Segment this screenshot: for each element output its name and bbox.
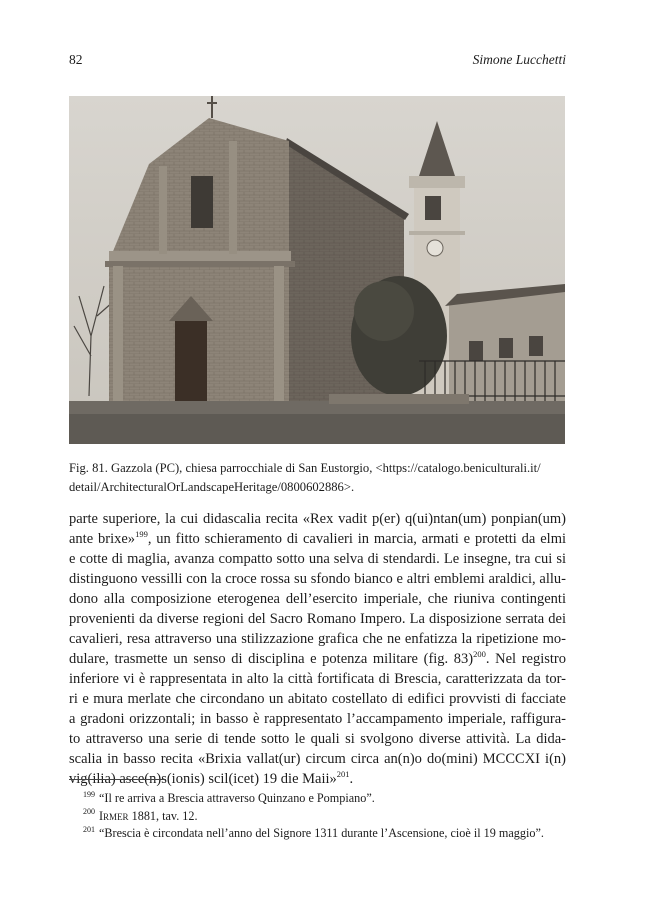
text-line: to attraverso una serie di tende sotto le quali si svolgono diverse attività. La dida- (69, 731, 566, 747)
author-name: Irmer (99, 808, 129, 823)
footnotes (83, 790, 568, 843)
footnote-201: $^{201}$ “Brescia è circondata nell’anno del Signore 1311 durante l’Ascensione, cioè il 19 maggio”. (83, 824, 544, 840)
running-head-author: Simone Lucchetti (472, 52, 566, 67)
text-line: parte superiore, la cui didascalia recita «Rex vadit p(er) q(ui)ntan(um) ponpian(um) (69, 511, 566, 527)
figure-church-photo (69, 96, 565, 444)
text-line: cavalieri, resa attraverso una stilizzazione grafica che ne enfatizza la ripetizione mo- (69, 631, 566, 647)
footnote-ref-200[interactable]: 200 (473, 649, 486, 660)
text-line: provenienti da diverse regioni del Sacro Romano Impero. La disposizione serrata dei (69, 611, 566, 627)
footnote-ref-201[interactable]: 201 (336, 769, 350, 780)
text-line: distinguono vessilli con la croce rossa su sfondo bianco e altri emblemi araldici, allu- (69, 571, 566, 587)
text-line: scalia in basso recita «Brixia vallat(ur) circum circa an(n)o do(mini) MCCCXI i(n) (69, 751, 566, 767)
text-line: vig(ilia) asce(n)s(ionis) scil(icet) 19 die Maii»$^{201}$. (69, 769, 354, 787)
footnote-separator (69, 779, 166, 780)
page-header (69, 52, 566, 72)
caption-line: Fig. 81. Gazzola (PC), chiesa parrocchiale di San Eustorgio, <https://catalogo.beniculturali.it/ (69, 461, 541, 475)
text-line: dulare, trasmette un senso di disciplina e potenza militare (fig. 83)$^{200}$. Nel registro (69, 649, 566, 667)
page-number: 82 (69, 52, 83, 67)
footnote-199: $^{199}$ “Il re arriva a Brescia attraverso Quinzano e Pompiano”. (83, 789, 375, 805)
text-line: a gradoni orizzontali; in basso è rappresentato l’accampamento imperiale, raffigura- (69, 711, 566, 727)
text-line: inferiore vi è rappresentata in alto la città fortificata di Brescia, caratterizzata da tor- (69, 671, 566, 687)
caption-line: detail/ArchitecturalOrLandscapeHeritage/0800602886>. (69, 480, 355, 494)
footnote-ref-199[interactable]: 199 (135, 529, 148, 540)
text-line: e cotte di maglia, avanza compatto sotto una selva di stendardi. Le insegne, tra cui si (69, 551, 566, 567)
text-line: dono alla composizione eterogenea dell’esercito imperiale, che riuniva contingenti (69, 591, 566, 607)
footnote-200: $^{200}$ Irmer 1881, tav. 12. (83, 807, 198, 823)
text-line: ante brixe»$^{199}$, un fitto schieramento di cavalieri in marcia, armati e protetti da elmi (69, 529, 566, 547)
church-photo-icon (69, 96, 565, 444)
body-paragraph (69, 509, 566, 789)
figure-caption (69, 459, 566, 497)
text-line: ri e mura merlate che circondano un abitato costellato di edifici provvisti di facciate (69, 691, 566, 707)
